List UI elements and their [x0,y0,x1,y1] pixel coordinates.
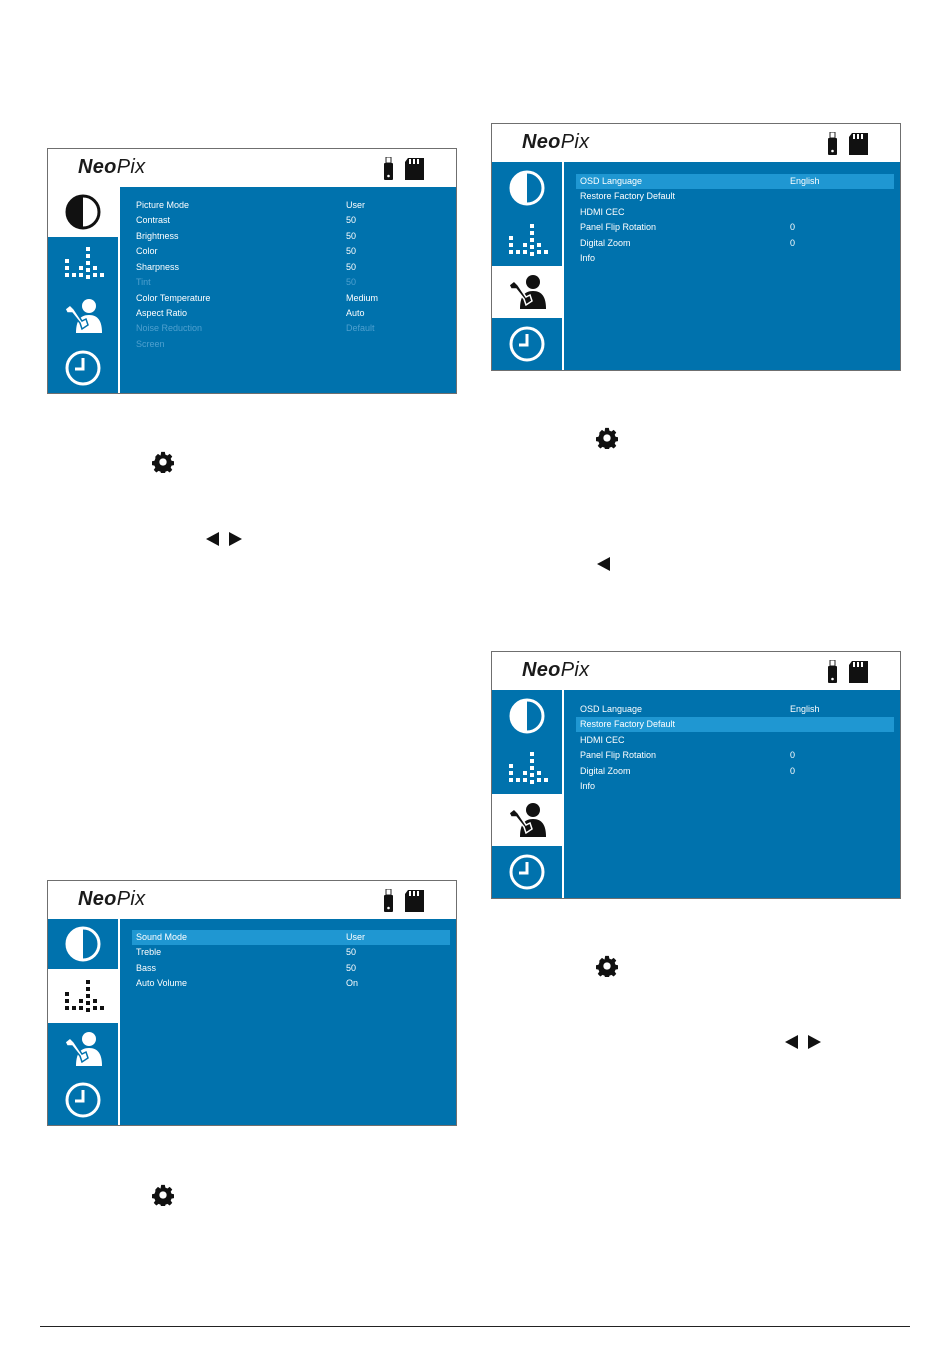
clock-icon [507,852,547,892]
sd-card-icon [405,890,424,912]
settings-person-icon [506,801,548,839]
neopix-logo: NeoPix [78,156,146,178]
tab-settings[interactable] [48,289,118,343]
osd-tabs [48,187,120,393]
menu-row-color-temperature[interactable]: Color Temperature Medium [136,293,379,303]
arrow-left-icon [785,1035,798,1049]
arrow-left-icon [596,556,612,572]
menu-row-noise-reduction: Noise Reduction Default [136,323,375,333]
menu-row-panel-flip-rotation[interactable]: Panel Flip Rotation 0 [580,750,796,760]
menu-row-osd-language[interactable]: OSD Language English [576,174,894,189]
menu-row-tint: Tint 50 [136,277,357,287]
arrow-left-icon [206,532,219,546]
menu-row-panel-flip-rotation[interactable]: Panel Flip Rotation 0 [580,222,796,232]
osd-tabs [492,690,564,898]
gear-icon [152,451,174,473]
media-status [828,132,870,161]
tab-settings[interactable] [492,794,562,846]
arrow-left-right-icons [205,531,243,547]
menu-row-brightness[interactable]: Brightness 50 [136,231,357,241]
menu-row-sharpness[interactable]: Sharpness 50 [136,262,357,272]
sd-card-icon [849,133,868,155]
tab-sound[interactable] [492,742,562,794]
osd-body [48,919,456,1125]
tab-sound[interactable] [492,214,562,266]
arrow-left-right-icons [784,1034,822,1050]
menu-row-color[interactable]: Color 50 [136,246,357,256]
settings-person-icon [506,273,548,311]
tab-sound[interactable] [48,237,118,289]
tab-timer[interactable] [492,846,562,898]
tab-settings[interactable] [492,266,562,318]
clock-icon [63,1080,103,1120]
media-status [384,157,426,186]
menu-row-aspect-ratio[interactable]: Aspect Ratio Auto [136,308,365,318]
tab-picture[interactable] [48,187,118,237]
osd-screen-picture [47,148,457,394]
footer-divider [40,1326,910,1327]
osd-menu-list [564,162,900,370]
menu-row-hdmi-cec[interactable]: HDMI CEC [580,735,625,745]
neopix-logo: NeoPix [522,659,590,681]
gear-icon [596,427,618,449]
menu-row-treble[interactable]: Treble 50 [136,947,357,957]
menu-row-digital-zoom[interactable]: Digital Zoom 0 [580,238,796,248]
menu-row-bass[interactable]: Bass 50 [136,963,357,973]
menu-row-sound-mode[interactable]: Sound Mode User [132,930,450,945]
neopix-logo: NeoPix [522,131,590,153]
tab-picture[interactable] [492,690,562,742]
media-status [384,889,426,918]
arrow-right-icon [808,1035,821,1049]
menu-row-info[interactable]: Info [580,781,596,791]
tab-timer[interactable] [48,343,118,393]
usb-drive-icon [384,889,393,912]
clock-icon [507,324,547,364]
menu-row-restore-factory-default[interactable]: Restore Factory Default [576,717,894,732]
contrast-icon [507,168,547,208]
osd-header [492,652,900,690]
tab-timer[interactable] [492,318,562,370]
tab-picture[interactable] [48,919,118,969]
media-status [828,660,870,689]
neopix-logo: NeoPix [78,888,146,910]
osd-screen-settings-language [491,123,901,371]
osd-menu-list [120,919,456,1125]
osd-header [492,124,900,162]
usb-drive-icon [828,660,837,683]
equalizer-icon [62,245,104,281]
menu-row-screen: Screen [136,339,165,349]
equalizer-icon [62,978,104,1014]
arrow-right-icon [229,532,242,546]
usb-drive-icon [384,157,393,180]
menu-row-digital-zoom[interactable]: Digital Zoom 0 [580,766,796,776]
usb-drive-icon [828,132,837,155]
menu-row-osd-language[interactable]: OSD Language English [580,704,820,714]
settings-person-icon [62,1030,104,1068]
tab-sound[interactable] [48,969,118,1023]
tab-timer[interactable] [48,1075,118,1125]
menu-row-picture-mode[interactable]: Picture Mode User [136,200,366,210]
menu-row-contrast[interactable]: Contrast 50 [136,215,357,225]
osd-menu-list [564,690,900,898]
sd-card-icon [849,661,868,683]
osd-tabs [48,919,120,1125]
settings-person-icon [62,297,104,335]
gear-icon [152,1184,174,1206]
osd-tabs [492,162,564,370]
menu-row-restore-factory-default[interactable]: Restore Factory Default [580,191,676,201]
osd-body [492,690,900,898]
osd-header [48,881,456,919]
contrast-icon [63,192,103,232]
clock-icon [63,348,103,388]
osd-body [48,187,456,393]
osd-header [48,149,456,187]
contrast-icon [507,696,547,736]
menu-row-hdmi-cec[interactable]: HDMI CEC [580,207,625,217]
equalizer-icon [506,222,548,258]
menu-row-auto-volume[interactable]: Auto Volume On [136,978,359,988]
osd-screen-sound [47,880,457,1126]
equalizer-icon [506,750,548,786]
tab-picture[interactable] [492,162,562,214]
tab-settings[interactable] [48,1023,118,1075]
osd-menu-list [120,187,456,393]
osd-body [492,162,900,370]
contrast-icon [63,924,103,964]
sd-card-icon [405,158,424,180]
osd-screen-settings-restore [491,651,901,899]
gear-icon [596,955,618,977]
menu-row-info[interactable]: Info [580,253,596,263]
